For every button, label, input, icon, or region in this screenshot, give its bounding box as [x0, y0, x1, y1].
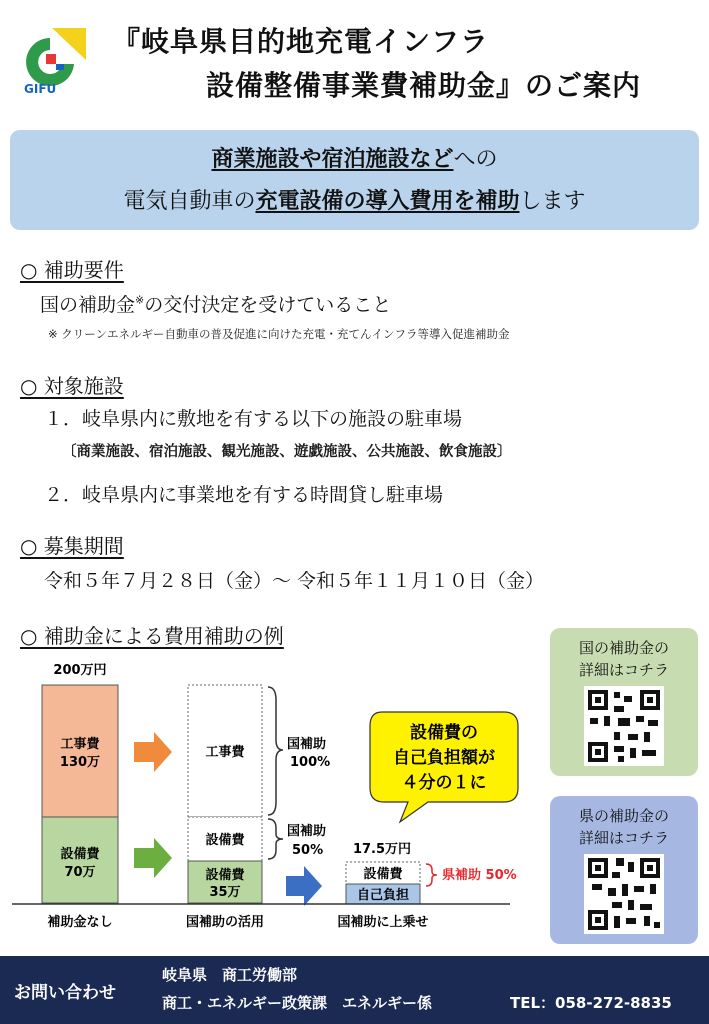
- requirements-body-pre: 国の補助金: [40, 294, 136, 316]
- requirements-heading: ○ 補助要件: [20, 258, 124, 282]
- prefecture-qr-box[interactable]: [550, 796, 698, 944]
- equipment-amount: 70万: [64, 865, 96, 880]
- blue-arrow: [286, 866, 322, 906]
- requirements-body: [40, 290, 391, 317]
- brace-pref: [426, 864, 437, 886]
- gifu-logo: [16, 24, 96, 102]
- orange-arrow: [134, 732, 172, 772]
- pref-equipment-label: 設備費: [363, 867, 403, 882]
- national-qr-box[interactable]: [550, 628, 698, 776]
- banner-suffix: します: [519, 189, 586, 214]
- national-qr-code-icon[interactable]: [584, 686, 664, 766]
- green-arrow: [134, 838, 172, 878]
- prefecture-qr-code-icon[interactable]: [584, 854, 664, 934]
- footer-tel[interactable]: TEL：058-272-8835: [510, 994, 672, 1012]
- caption-stack: 国補助に上乗せ: [337, 915, 429, 930]
- bubble-line3: ４分の１に: [401, 773, 487, 793]
- bubble-line2: 自己負担額が: [393, 748, 495, 768]
- national-50: 50%: [292, 843, 324, 858]
- subsidy-example-diagram: [0, 650, 545, 940]
- prefecture-qr-line2: 詳細はコチラ: [578, 829, 669, 847]
- banner-facilities: 商業施設や宿泊施設など: [211, 147, 454, 172]
- facilities-heading: ○ 対象施設: [20, 374, 124, 398]
- facilities-item2: ２．岐阜県内に事業地を有する時間貸し駐車場: [44, 484, 444, 506]
- banner-ev: 電気自動車の: [123, 189, 256, 214]
- footer-label: お問い合わせ: [14, 983, 116, 1003]
- final-amount-label: 17.5万円: [352, 842, 412, 857]
- footer-dept: 岐阜県 商工労働部: [162, 966, 298, 984]
- caption-none: 補助金なし: [47, 915, 113, 930]
- construction-label: 工事費: [60, 737, 100, 752]
- requirements-note: ※ クリーンエネルギー自動車の普及促進に向けた充電・充てんインフラ等導入促進補助金: [48, 327, 510, 341]
- facilities-item1: １．岐阜県内に敷地を有する以下の施設の駐車場: [44, 408, 463, 430]
- banner-subsidy: 充電設備の導入費用を補助: [255, 189, 520, 214]
- brace-100: [268, 687, 283, 815]
- national-aid-label: 国補助: [287, 737, 327, 752]
- construction-amount: 130万: [59, 755, 101, 770]
- footer-section: 商工・エネルギー政策課 エネルギー係: [162, 994, 433, 1012]
- self-equipment-label: 設備費: [205, 868, 245, 883]
- intro-banner: [10, 130, 699, 230]
- banner-line1: [10, 142, 699, 173]
- pref-aid-label: 県補助 50%: [442, 868, 517, 883]
- brace-50: [268, 819, 283, 859]
- page-title-line1: 『岐阜県目的地充電インフラ: [112, 25, 490, 58]
- total-label: 200万円: [53, 663, 107, 678]
- national-qr-line1: 国の補助金の: [578, 639, 669, 657]
- banner-to: への: [453, 147, 498, 172]
- period-body: 令和５年７月２８日（金）～ 令和５年１１月１０日（金）: [44, 570, 545, 592]
- period-heading: ○ 募集期間: [20, 534, 124, 558]
- self-equipment-amount: 35万: [209, 885, 241, 900]
- national-qr-line2: 詳細はコチラ: [578, 661, 669, 679]
- prefecture-qr-line1: 県の補助金の: [578, 807, 669, 825]
- requirements-body-post: の交付決定を受けていること: [144, 294, 392, 316]
- facilities-item1-list: 〔商業施設、宿泊施設、観光施設、遊戯施設、公共施設、飲食施設〕: [62, 444, 512, 460]
- national-equipment-label: 設備費: [205, 833, 245, 848]
- requirements-note-mark: ※: [135, 293, 145, 307]
- self-pay-label: 自己負担: [356, 888, 410, 903]
- page-title-line2: 設備整備事業費補助金』のご案内: [206, 69, 642, 102]
- contact-footer: [0, 956, 709, 1024]
- national-construction-label: 工事費: [205, 745, 245, 760]
- equipment-label: 設備費: [60, 847, 100, 862]
- banner-line2: [10, 184, 699, 215]
- logo-text: GIFU: [24, 82, 57, 96]
- example-heading: ○ 補助金による費用補助の例: [20, 624, 284, 648]
- national-100: 100%: [290, 755, 331, 770]
- national-aid-label-2: 国補助: [287, 824, 327, 839]
- bubble-line1: 設備費の: [410, 723, 478, 743]
- caption-national: 国補助の活用: [185, 915, 265, 930]
